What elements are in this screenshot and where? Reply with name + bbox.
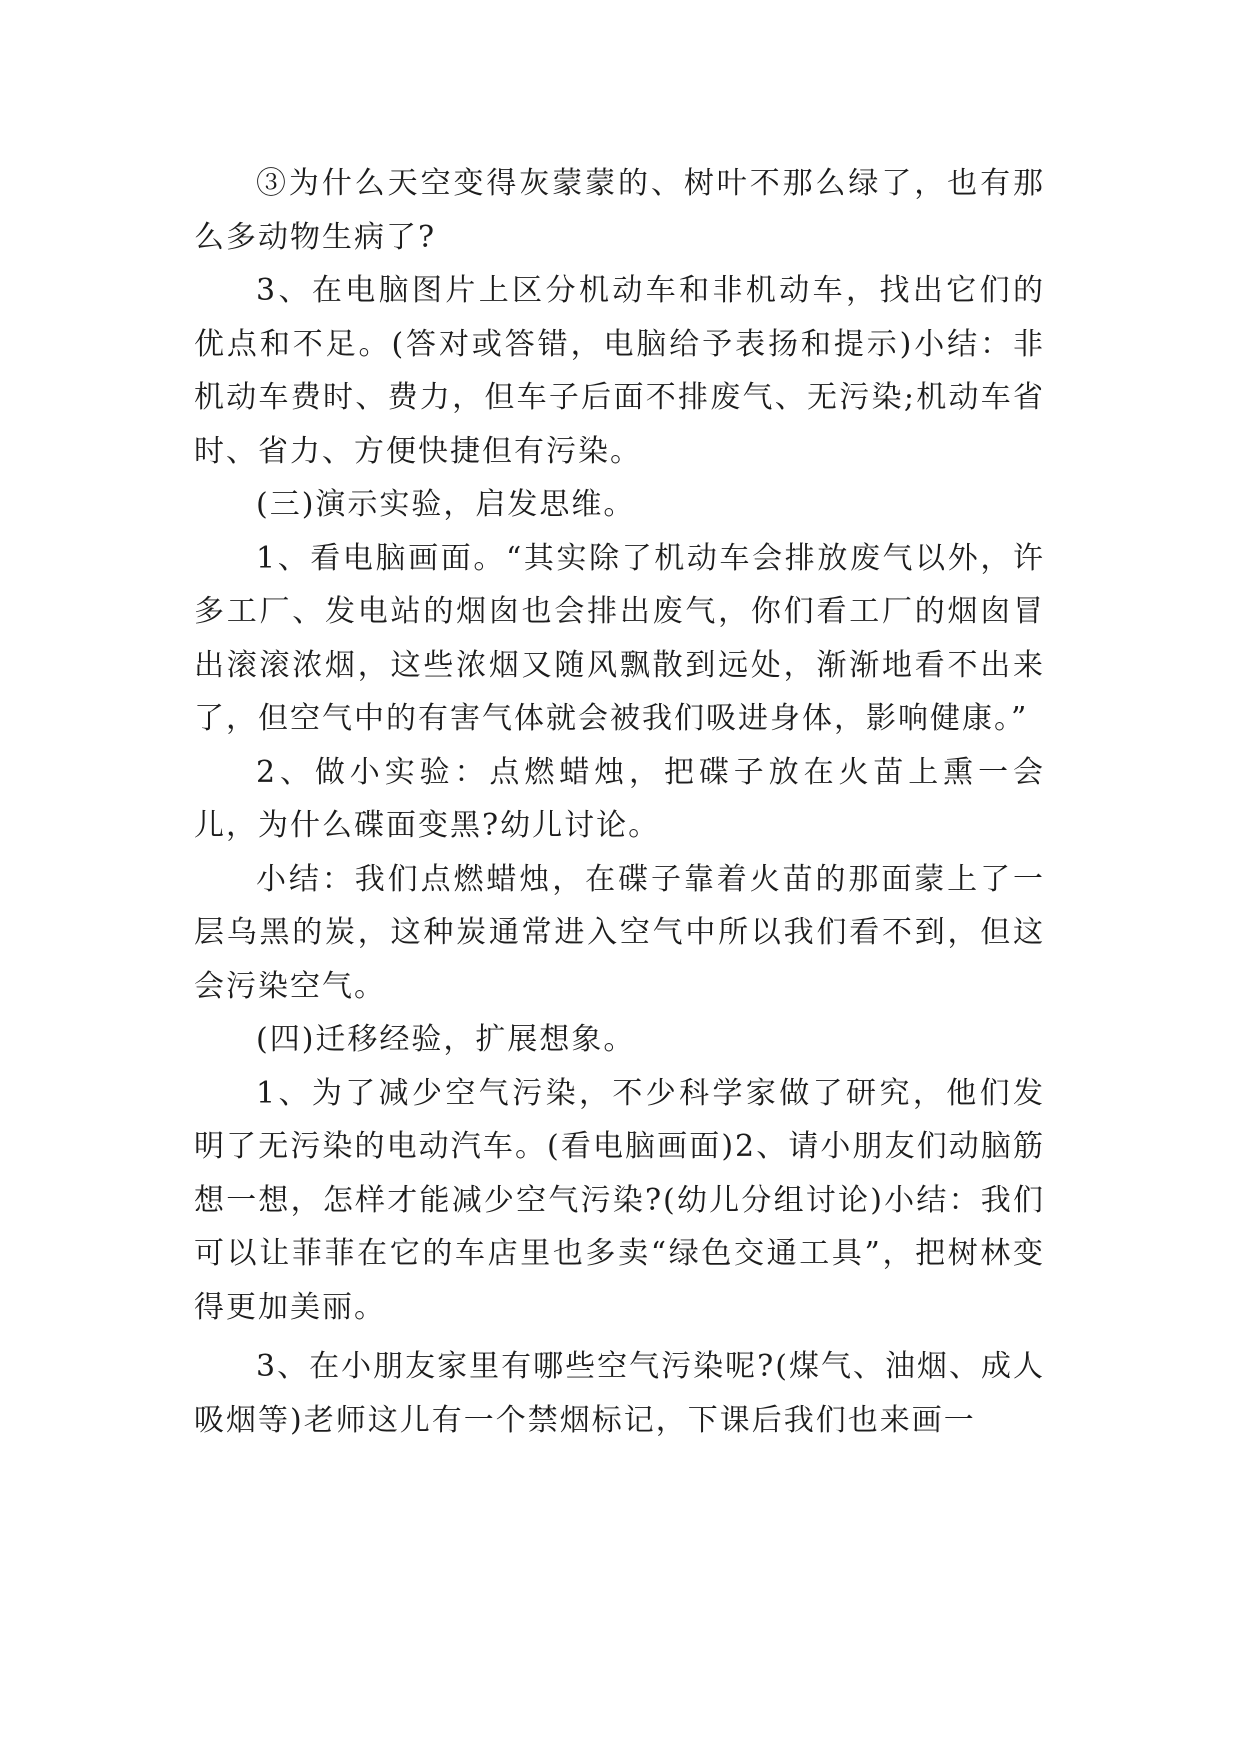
section-heading-three: (三)演示实验，启发思维。 [256, 487, 636, 522]
paragraph-home-pollution: 3、在小朋友家里有哪些空气污染呢?(煤气、油烟、成人吸烟等)老师这儿有一个禁烟标记，下课后我们也来画一 [194, 1349, 1045, 1438]
paragraph-question-sky: ③为什么天空变得灰蒙蒙的、树叶不那么绿了，也有那么多动物生病了? [194, 166, 1045, 255]
paragraph-factory-smoke: 1、看电脑画面。“其实除了机动车会排放废气以外，许多工厂、发电站的烟囱也会排出废气，你们看工厂的烟囱冒出滚滚浓烟，这些浓烟又随风飘散到远处，渐渐地看不出来了，但空气中的有害气体就会被我们吸进身体，影响健康。” [194, 540, 1045, 736]
document-body [194, 157, 1045, 1447]
paragraph-candle-summary: 小结：我们点燃蜡烛，在碟子靠着火苗的那面蒙上了一层乌黑的炭，这种炭通常进入空气中所以我们看不到，但这会污染空气。 [194, 861, 1045, 1004]
paragraph-electric-car: 1、为了减少空气污染，不少科学家做了研究，他们发明了无污染的电动汽车。(看电脑画面)2、请小朋友们动脑筋想一想，怎样才能减少空气污染?(幼儿分组讨论)小结：我们可以让菲菲在它的车店里也多卖“绿色交通工具”，把树林变得更加美丽。 [194, 1075, 1045, 1325]
section-heading-four: (四)迁移经验，扩展想象。 [256, 1022, 636, 1057]
paragraph-candle-experiment: 2、做小实验：点燃蜡烛，把碟子放在火苗上熏一会儿，为什么碟面变黑?幼儿讨论。 [194, 754, 1045, 843]
paragraph-vehicle-compare: 3、在电脑图片上区分机动车和非机动车，找出它们的优点和不足。(答对或答错，电脑给予表扬和提示)小结：非机动车费时、费力，但车子后面不排废气、无污染;机动车省时、省力、方便快捷但有污染。 [194, 273, 1045, 469]
